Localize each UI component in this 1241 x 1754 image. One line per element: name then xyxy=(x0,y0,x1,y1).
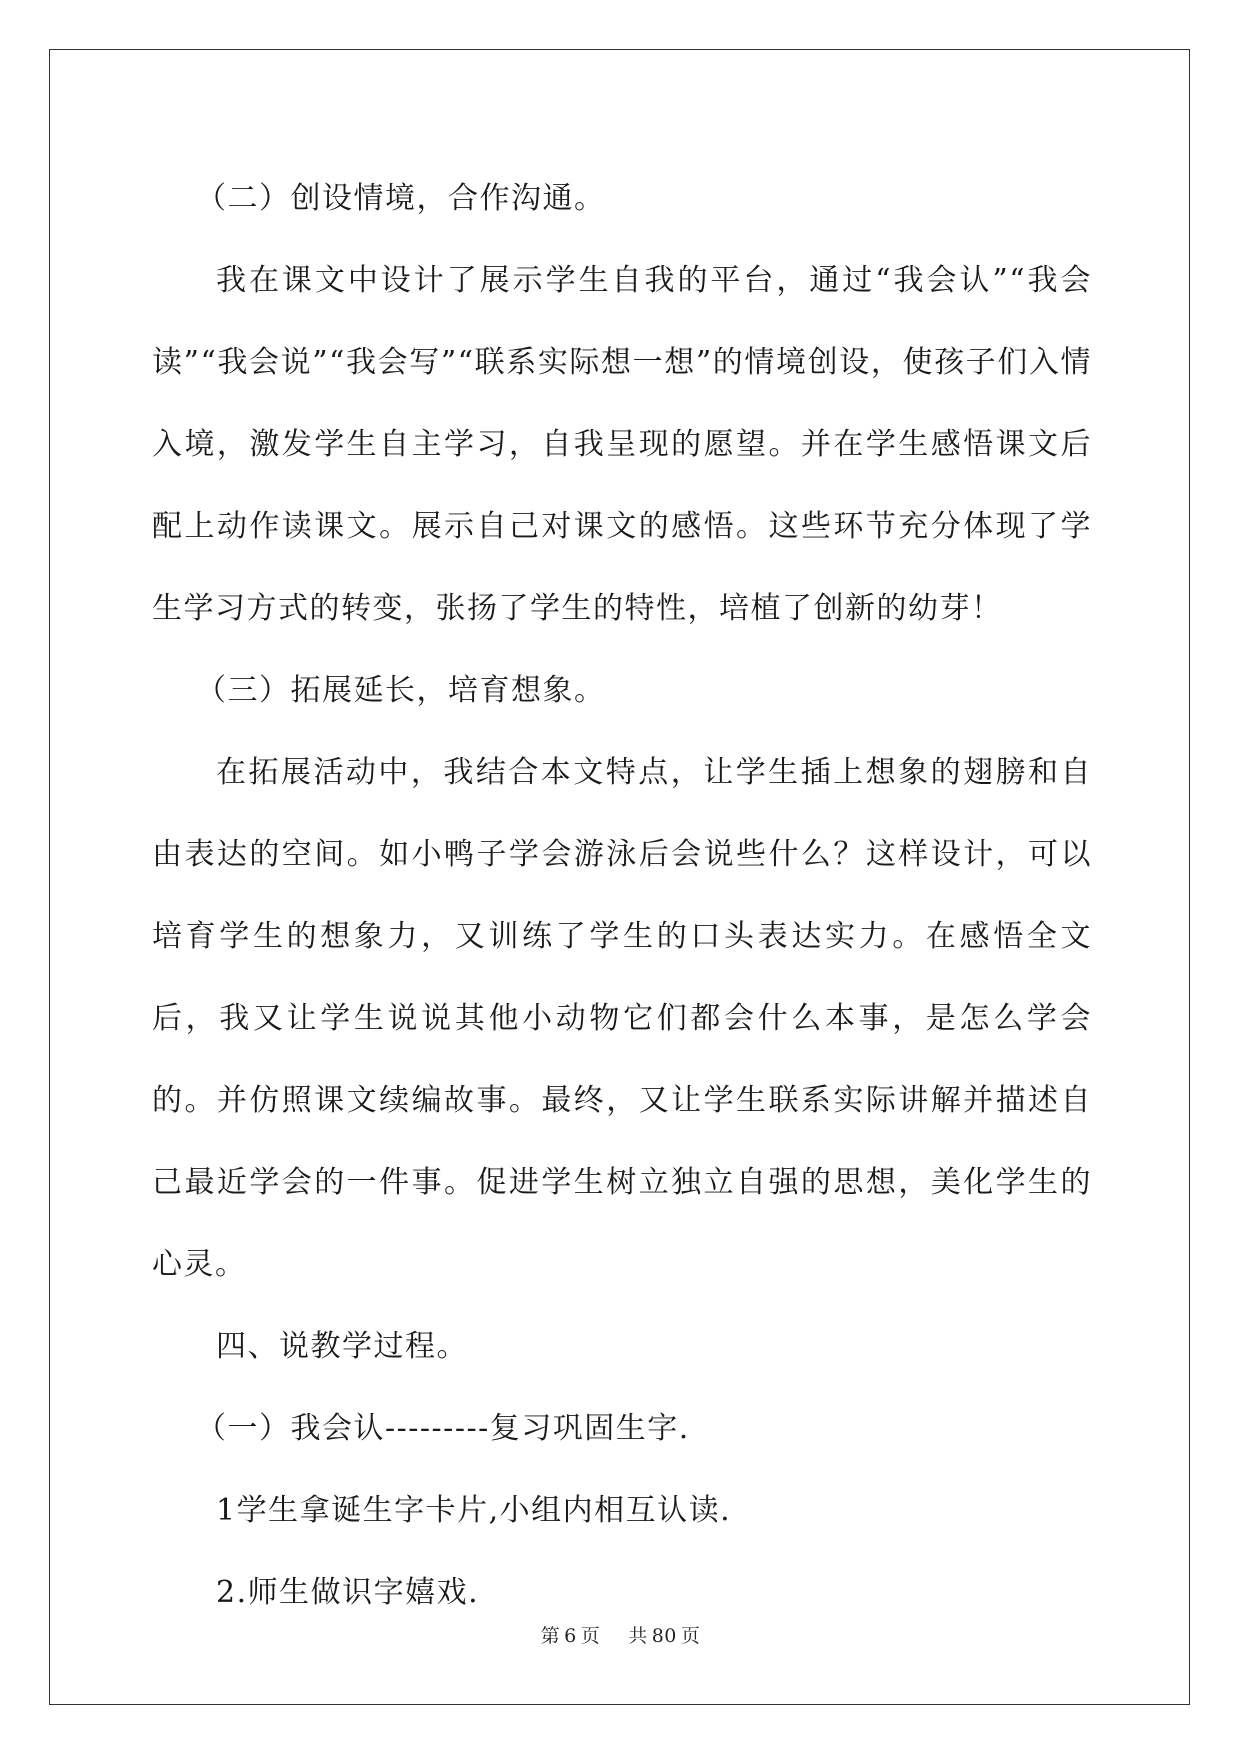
total-pages: 80 xyxy=(651,1625,677,1647)
page-label-suffix: 页 xyxy=(580,1625,601,1647)
total-suffix: 页 xyxy=(680,1625,701,1647)
list-item-2: 2.师生做识字嬉戏. xyxy=(216,1575,480,1610)
page-label-prefix: 第 xyxy=(540,1625,561,1647)
paragraph-extension: 在拓展活动中，我结合本文特点，让学生插上想象的翅膀和自由表达的空间。如小鸭子学会游泳后会说些什么？这样设计，可以培育学生的想象力，又训练了学生的口头表达实力。在感悟全文后，我又让学生说说其他小动物它们都会什么本事，是怎么学会的。并仿照课文续编故事。最终，又让学生联系实际讲解并描述自己最近学会的一件事。促进学生树立独立自强的思想，美化学生的心灵。 xyxy=(152,755,1092,1282)
section-heading-4: 四、说教学过程。 xyxy=(216,1329,468,1364)
page-number: 6 xyxy=(564,1625,577,1647)
total-prefix: 共 xyxy=(628,1625,648,1647)
document-body xyxy=(152,158,1092,1634)
section-heading-3: （三）拓展延长，培育想象。 xyxy=(196,673,606,708)
list-item-1: 1学生拿诞生字卡片,小组内相互认读. xyxy=(216,1493,732,1528)
subsection-heading-1: （一）我会认---------复习巩固生字. xyxy=(196,1411,690,1446)
page-footer xyxy=(0,1621,1241,1648)
paragraph-scenario: 我在课文中设计了展示学生自我的平台，通过“我会认”“我会读”“我会说”“我会写”“联系实际想一想”的情境创设，使孩子们入情入境，激发学生自主学习，自我呈现的愿望。并在学生感悟课文后配上动作读课文。展示自己对课文的感悟。这些环节充分体现了学生学习方式的转变，张扬了学生的特性，培植了创新的幼芽！ xyxy=(152,263,1092,626)
section-heading-2: （二）创设情境，合作沟通。 xyxy=(196,181,606,216)
